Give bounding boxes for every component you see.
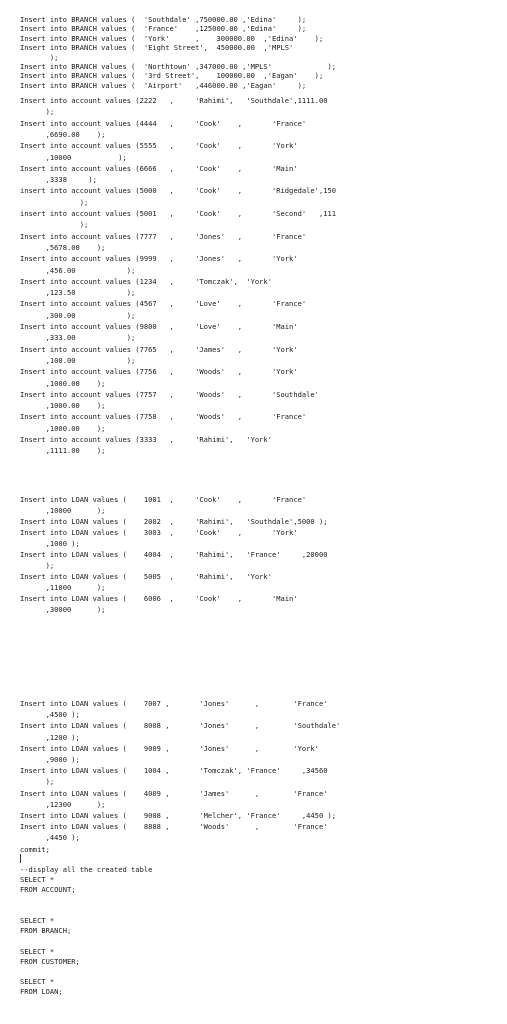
code-line: Insert into BRANCH values ( 'Southdale' ,750000.00 ,'Edina' ); — [20, 15, 307, 24]
code-line: Insert into account values (7758 , 'Woods' , 'France' — [20, 412, 307, 422]
code-line: Insert into BRANCH values ( 'York' , 300000.00 ,'Edina' ); — [20, 33, 324, 43]
code-line: Insert into LOAN values ( 2002 , 'Rahimi', 'Southdale',5000 ); — [20, 517, 328, 526]
code-line: Insert into LOAN values ( 6006 , 'Cook' , 'Main' — [20, 594, 298, 603]
code-line: Insert into account values (7756 , 'Woods' , 'York' — [20, 367, 298, 377]
code-line: ,5678.00 ); — [20, 242, 106, 252]
code-line: Insert into account values (9999 , 'Jones' , 'York' — [20, 254, 298, 264]
code-line: Insert into account values (3333 , 'Rahimi', 'York' — [20, 435, 272, 444]
code-line: ,4450 ); — [20, 833, 80, 843]
code-line: ); — [20, 220, 89, 230]
code-line: Insert into account values (4444 , 'Cook' , 'France' — [20, 118, 307, 128]
code-line: Insert into account values (7765 , 'James' , 'York' — [20, 344, 298, 354]
code-line: ); — [20, 777, 55, 787]
code-line: Insert into BRANCH values ( 'France' ,125000.00 ,'Edina' ); — [20, 24, 307, 34]
code-line: ,1200 ); — [20, 732, 80, 742]
code-line: commit; — [20, 844, 50, 854]
code-line: ,10000 ); — [20, 152, 127, 162]
code-line: insert into account values (5001 , 'Cook' , 'Second' ,111 — [20, 209, 337, 218]
code-line: ,6690.00 ); — [20, 129, 106, 139]
code-line: ,4500 ); — [20, 710, 80, 720]
code-line: ,10000 ); — [20, 506, 106, 515]
code-line: FROM ACCOUNT; — [20, 885, 76, 895]
code-line: SELECT * — [20, 916, 55, 925]
code-line: ,100.00 ); — [20, 355, 136, 365]
code-line: ,333.00 ); — [20, 333, 136, 343]
code-line: Insert into account values (1234 , 'Tomczak', 'York' — [20, 276, 272, 286]
code-line: Insert into account values (5555 , 'Cook' , 'York' — [20, 141, 298, 151]
code-line: SELECT * — [20, 875, 55, 885]
code-line: Insert into account values (7777 , 'Jones' , 'France' — [20, 231, 307, 241]
code-line: ); — [20, 561, 55, 570]
code-line: ,1000 ); — [20, 539, 80, 548]
code-line: Insert into LOAN values ( 4004 , 'Rahimi', 'France' ,20000 — [20, 550, 328, 559]
code-line: Insert into BRANCH values ( 'Airport' ,446000.00 ,'Eagan' ); — [20, 80, 307, 90]
code-line: FROM BRANCH; — [20, 926, 72, 936]
code-line: Insert into LOAN values ( 3003 , 'Cook' , 'York' — [20, 528, 298, 537]
code-line: Insert into LOAN values ( 1001 , 'Cook' , 'France' — [20, 495, 307, 504]
code-line: ,456.00 ); — [20, 265, 136, 275]
code-line: Insert into LOAN values ( 8008 , 'Jones' , 'Southdale' — [20, 721, 341, 731]
code-line: ,1111.00 ); — [20, 446, 106, 456]
code-line: ,1000.00 ); — [20, 401, 106, 411]
code-line: Insert into account values (7757 , 'Woods' , 'Southdale' — [20, 389, 319, 399]
code-line: Insert into BRANCH values ( 'Northtown' ,347000.00 ,'MPLS' ); — [20, 62, 337, 71]
code-line: Insert into account values (6666 , 'Cook' , 'Main' — [20, 163, 298, 173]
code-line: Insert into LOAN values ( 9009 , 'Jones' , 'York' — [20, 743, 319, 753]
code-line: FROM CUSTOMER; — [20, 956, 80, 966]
code-line: insert into account values (5000 , 'Cook' , 'Ridgedale',150 — [20, 186, 337, 196]
code-line: ); — [20, 107, 55, 117]
code-line: ,11000 ); — [20, 583, 106, 592]
code-line: SELECT * — [20, 946, 55, 956]
code-line: Insert into LOAN values ( 1004 , 'Tomczak', 'France' ,34560 — [20, 766, 328, 776]
code-line: ,1000.00 ); — [20, 378, 106, 388]
code-line: ); — [20, 52, 59, 62]
code-line: Insert into LOAN values ( 4009 , 'James' , 'France' — [20, 788, 328, 798]
code-line: ,3338 ); — [20, 175, 97, 185]
code-line: Insert into account values (2222 , 'Rahimi', 'Southdale',1111.00 — [20, 96, 328, 105]
code-line: Insert into LOAN values ( 5005 , 'Rahimi', 'York' — [20, 572, 272, 581]
code-line: ,12300 ); — [20, 799, 106, 809]
code-line: --display all the created table — [20, 865, 153, 874]
code-line: ,30000 ); — [20, 605, 106, 614]
code-line: Insert into LOAN values ( 9008 , 'Melcher', 'France' ,4450 ); — [20, 811, 337, 820]
code-line: Insert into BRANCH values ( 'Eight Street', 450000.00 ,'MPLS' — [20, 43, 294, 53]
code-line: Insert into account values (9800 , 'Love' , 'Main' — [20, 322, 298, 331]
code-line: ,9000 ); — [20, 755, 80, 764]
text-cursor — [20, 854, 21, 863]
code-line: ,1000.00 ); — [20, 423, 106, 433]
code-line: FROM LOAN; — [20, 987, 63, 997]
code-line: Insert into account values (4567 , 'Love' , 'France' — [20, 299, 307, 309]
code-line: ,300.00 ); — [20, 310, 136, 320]
code-line: Insert into BRANCH values ( '3rd Street', 100000.00 ,'Eagan' ); — [20, 71, 324, 81]
code-line: ,123.50 ); — [20, 288, 136, 298]
code-line: Insert into LOAN values ( 8888 , 'Woods' , 'France' — [20, 822, 328, 832]
code-line: SELECT * — [20, 977, 55, 987]
code-line: ); — [20, 197, 89, 207]
code-line: Insert into LOAN values ( 7007 , 'Jones' , 'France' — [20, 699, 328, 708]
